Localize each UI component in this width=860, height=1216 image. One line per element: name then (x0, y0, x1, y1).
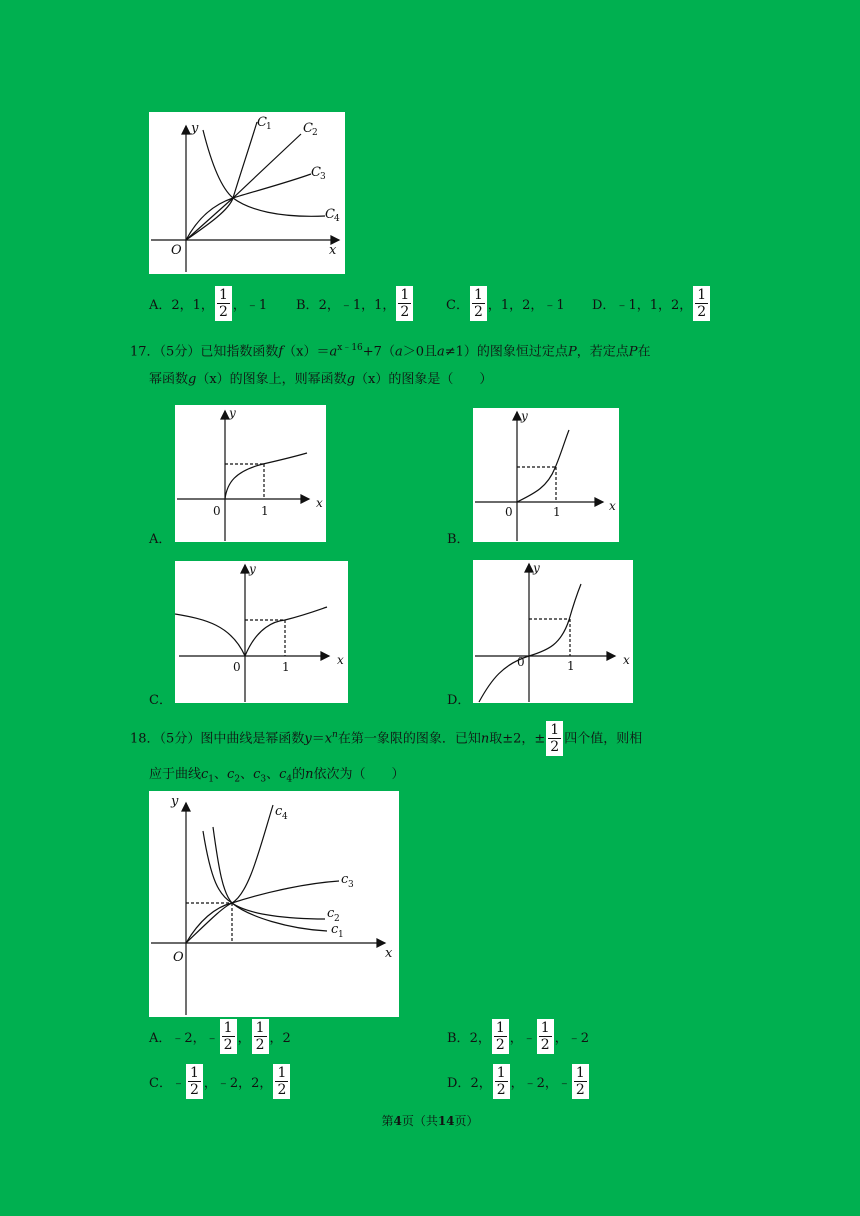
q16-option-b-text: 2，﹣1，1， (318, 298, 396, 313)
q17a-curve (225, 453, 307, 499)
q16-label-origin: O (171, 243, 182, 258)
q16-option-a-fraction: $\frac{1}{2}$ (215, 286, 232, 321)
q16-label-c4-sub: 4 (334, 214, 340, 224)
svg-text:1: 1 (567, 659, 575, 673)
svg-text:x: x (609, 499, 616, 513)
q17b-curve (517, 430, 569, 502)
q16-option-a-text: 2，1， (171, 298, 214, 313)
q16-option-d-label: D． (592, 298, 616, 313)
q17-question-line1: 17．（5分）已知指数函数$f(x)=a^{x﹣16}+7(a>0$且a≠1）的图象恒过定点P，若定点P在 (130, 343, 651, 360)
svg-text:0: 0 (517, 655, 525, 669)
q16-label-c3: C (311, 165, 321, 180)
page-footer: 第4页（共14页） (381, 1114, 479, 1128)
svg-text:0: 0 (213, 504, 221, 518)
q18-option-a[interactable]: A．﹣2，﹣ $\frac{1}{2}$ ， $\frac{1}{2}$ ，2 (149, 1020, 291, 1053)
q17-option-b-figure[interactable] (473, 408, 619, 542)
q16-graph (149, 112, 345, 274)
q16-option-d-fraction: $\frac{1}{2}$ (693, 286, 710, 321)
svg-text:y: y (171, 794, 179, 809)
svg-text:O: O (173, 950, 184, 965)
svg-text:1: 1 (261, 504, 269, 518)
q16-label-c2: C (303, 121, 313, 136)
svg-text:x: x (337, 653, 344, 667)
q16-y-arrow (182, 126, 190, 134)
q18-figure (149, 791, 399, 1017)
q16-option-c-tail: ，1，2，﹣1 (487, 298, 565, 313)
q16-option-a-label: A． (149, 298, 172, 313)
svg-text:y: y (533, 561, 540, 575)
svg-text:0: 0 (505, 505, 513, 519)
svg-text:y: y (249, 562, 256, 576)
q16-curve-c1 (186, 122, 257, 240)
q16-option-c[interactable] (446, 286, 565, 321)
q18-curve-c3 (186, 881, 339, 943)
svg-text:y: y (521, 409, 528, 423)
q17d-curve (479, 584, 581, 702)
svg-text:0: 0 (233, 660, 241, 674)
q16-figure (149, 112, 345, 274)
q18-option-b[interactable]: B．2， $\frac{1}{2}$ ，﹣ $\frac{1}{2}$ ，﹣2 (447, 1020, 589, 1053)
q17-option-d-figure[interactable] (473, 560, 633, 703)
svg-text:c: c (341, 872, 349, 887)
q18-question-line2: 应于曲线$c_1$、$c_2$、$c_3$、$c_4$的n依次为（ ） (149, 767, 405, 785)
q16-option-d-text: ﹣1，1，2， (615, 298, 693, 313)
q16-option-a[interactable] (149, 286, 267, 321)
q18-curve-c4 (186, 805, 273, 943)
svg-text:1: 1 (553, 505, 561, 519)
q17-question-line2: 幂函数g（x）的图象上，则幂函数g（x）的图象是（ ） (149, 372, 493, 387)
svg-text:3: 3 (348, 880, 354, 890)
q17-option-c-label[interactable]: C． (149, 693, 172, 708)
q17-option-a-label[interactable]: A． (149, 532, 172, 547)
q17-option-d-label[interactable]: D． (447, 693, 471, 708)
q16-label-y: y (191, 121, 199, 136)
q18-graph (149, 791, 399, 1017)
q18-option-d[interactable]: D．2， $\frac{1}{2}$ ，﹣2，﹣ $\frac{1}{2}$ (447, 1064, 590, 1099)
q17c-curve (175, 607, 327, 656)
svg-text:c: c (275, 804, 283, 819)
q16-label-c4: C (325, 207, 335, 222)
q16-option-c-label: C． (446, 298, 469, 313)
q18-curve-c2 (213, 827, 325, 919)
svg-text:1: 1 (282, 660, 290, 674)
q16-option-b-label: B． (296, 298, 319, 313)
q16-option-c-fraction: $\frac{1}{2}$ (470, 286, 487, 321)
q16-option-a-tail: ，﹣1 (232, 298, 268, 313)
q16-option-b[interactable] (296, 286, 414, 321)
q16-label-c1: C (257, 115, 267, 130)
q18-question-fraction: $\frac{1}{2}$ (546, 721, 563, 756)
q18-option-c[interactable]: C．﹣ $\frac{1}{2}$ ，﹣2，2， $\frac{1}{2}$ (149, 1064, 291, 1099)
svg-text:2: 2 (334, 914, 340, 924)
q16-label-c2-sub: 2 (312, 128, 318, 138)
svg-text:4: 4 (282, 812, 288, 822)
svg-text:y: y (229, 406, 236, 420)
svg-text:1: 1 (338, 930, 344, 940)
svg-text:c: c (331, 922, 339, 937)
svg-text:x: x (385, 946, 393, 961)
svg-text:c: c (327, 906, 335, 921)
q16-curve-c2 (186, 134, 301, 240)
q16-option-b-fraction: $\frac{1}{2}$ (396, 286, 413, 321)
q17-option-c-figure[interactable] (175, 561, 348, 703)
q16-option-d[interactable] (592, 286, 711, 321)
q17-option-a-figure[interactable] (175, 405, 326, 542)
q16-label-c3-sub: 3 (320, 172, 326, 182)
q18-question-line1: 18．（5分）图中曲线是幂函数$y=x^n$在第一象限的图象．已知n取±2，± $\frac{1}{2}$ 四个值，则相 (130, 722, 643, 756)
q17-option-b-label[interactable]: B． (447, 532, 470, 547)
q16-label-c1-sub: 1 (266, 122, 272, 132)
q16-label-x: x (329, 243, 337, 258)
svg-text:x: x (316, 496, 323, 510)
svg-text:x: x (623, 653, 630, 667)
